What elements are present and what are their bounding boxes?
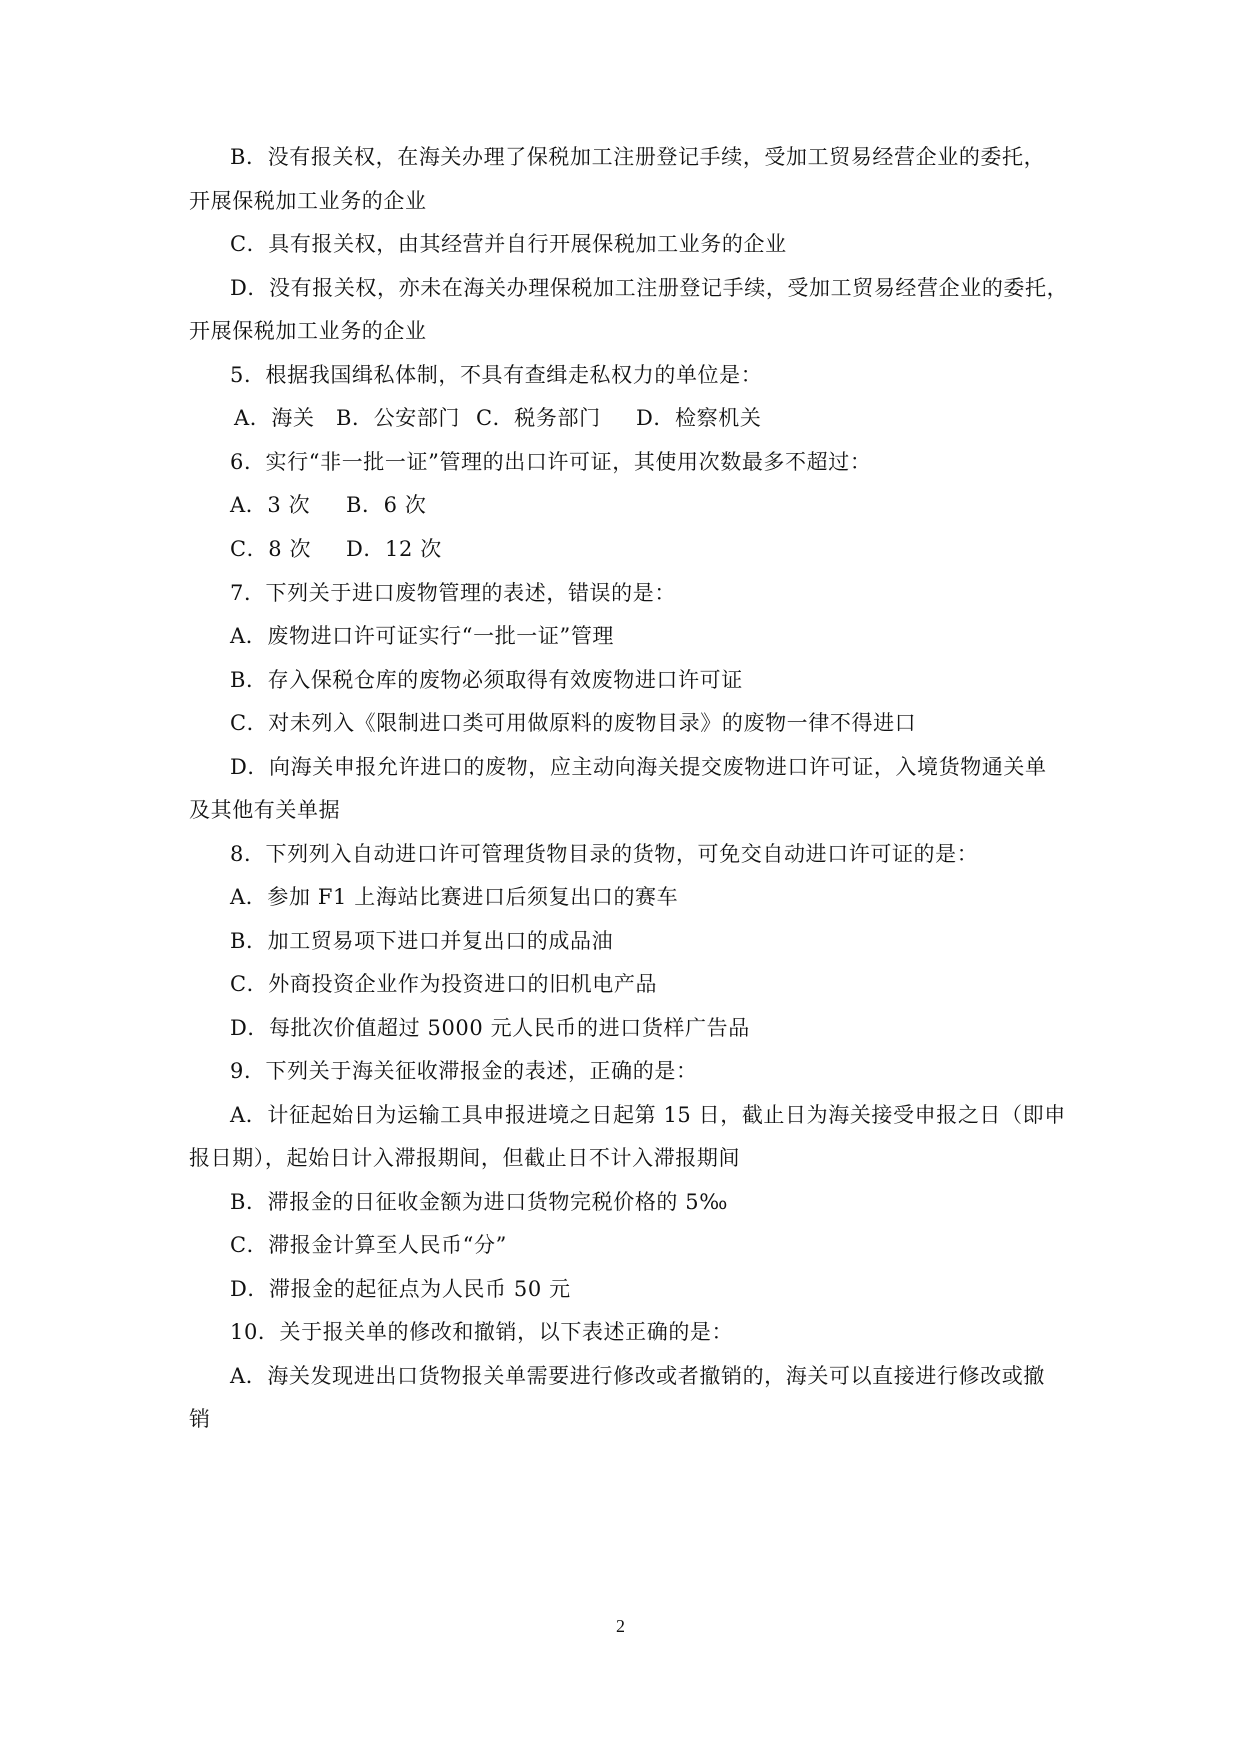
q4-option-d-line1: D．没有报关权，亦未在海关办理保税加工注册登记手续，受加工贸易经营企业的委托， <box>230 276 1069 300</box>
q6-option-b: B．6 次 <box>346 493 427 517</box>
q7-option-d-line2: 及其他有关单据 <box>189 798 341 822</box>
q8-option-c: C．外商投资企业作为投资进口的旧机电产品 <box>230 972 658 996</box>
q10-option-a-line1: A．海关发现进出口货物报关单需要进行修改或者撤销的，海关可以直接进行修改或撤 <box>230 1364 1045 1388</box>
q7-option-d-line1: D．向海关申报允许进口的废物，应主动向海关提交废物进口许可证，入境货物通关单 <box>230 755 1047 779</box>
question-9: 9．下列关于海关征收滞报金的表述，正确的是： <box>230 1059 698 1083</box>
question-7: 7．下列关于进口废物管理的表述，错误的是： <box>230 581 676 605</box>
q5-option-a: A．海关 <box>234 406 315 430</box>
q7-option-c: C．对未列入《限制进口类可用做原料的废物目录》的废物一律不得进口 <box>230 711 917 735</box>
q5-option-b: B．公安部门 <box>336 406 461 430</box>
question-10: 10．关于报关单的修改和撤销，以下表述正确的是： <box>230 1320 734 1344</box>
q9-option-b: B．滞报金的日征收金额为进口货物完税价格的 5‰ <box>230 1190 729 1214</box>
q4-option-d-line2: 开展保税加工业务的企业 <box>189 319 427 343</box>
q6-options-row2 <box>230 535 442 563</box>
page-number: 2 <box>616 1616 625 1636</box>
q8-option-a: A．参加 F1 上海站比赛进口后须复出口的赛车 <box>230 885 679 909</box>
q9-option-a-line1: A．计征起始日为运输工具申报进境之日起第 15 日，截止日为海关接受申报之日（即申 <box>230 1103 1066 1127</box>
question-5: 5．根据我国缉私体制，不具有查缉走私权力的单位是： <box>230 363 763 387</box>
q4-option-b-line1: B．没有报关权，在海关办理了保税加工注册登记手续，受加工贸易经营企业的委托， <box>230 145 1046 169</box>
q9-option-c: C．滞报金计算至人民币“分” <box>230 1233 507 1257</box>
question-6: 6．实行“非一批一证”管理的出口许可证，其使用次数最多不超过： <box>230 450 872 474</box>
q7-option-b: B．存入保税仓库的废物必须取得有效废物进口许可证 <box>230 668 743 692</box>
q9-option-a-line2: 报日期），起始日计入滞报期间，但截止日不计入滞报期间 <box>189 1146 741 1170</box>
q5-option-c: C．税务部门 <box>476 406 601 430</box>
q8-option-b: B．加工贸易项下进口并复出口的成品油 <box>230 929 614 953</box>
q9-option-d: D．滞报金的起征点为人民币 50 元 <box>230 1277 571 1301</box>
q6-option-c: C．8 次 <box>230 537 312 561</box>
q7-option-a: A．废物进口许可证实行“一批一证”管理 <box>230 624 615 648</box>
q5-options <box>234 404 761 432</box>
q4-option-b-line2: 开展保税加工业务的企业 <box>189 189 427 213</box>
q6-option-a: A．3 次 <box>230 493 311 517</box>
question-8: 8．下列列入自动进口许可管理货物目录的货物，可免交自动进口许可证的是： <box>230 842 979 866</box>
q5-option-d: D．检察机关 <box>636 406 762 430</box>
q6-option-d: D．12 次 <box>346 537 442 561</box>
q8-option-d: D．每批次价值超过 5000 元人民币的进口货样广告品 <box>230 1016 750 1040</box>
q4-option-c: C．具有报关权，由其经营并自行开展保税加工业务的企业 <box>230 232 787 256</box>
q6-options-row1 <box>230 491 426 519</box>
q10-option-a-line2: 销 <box>189 1407 211 1431</box>
